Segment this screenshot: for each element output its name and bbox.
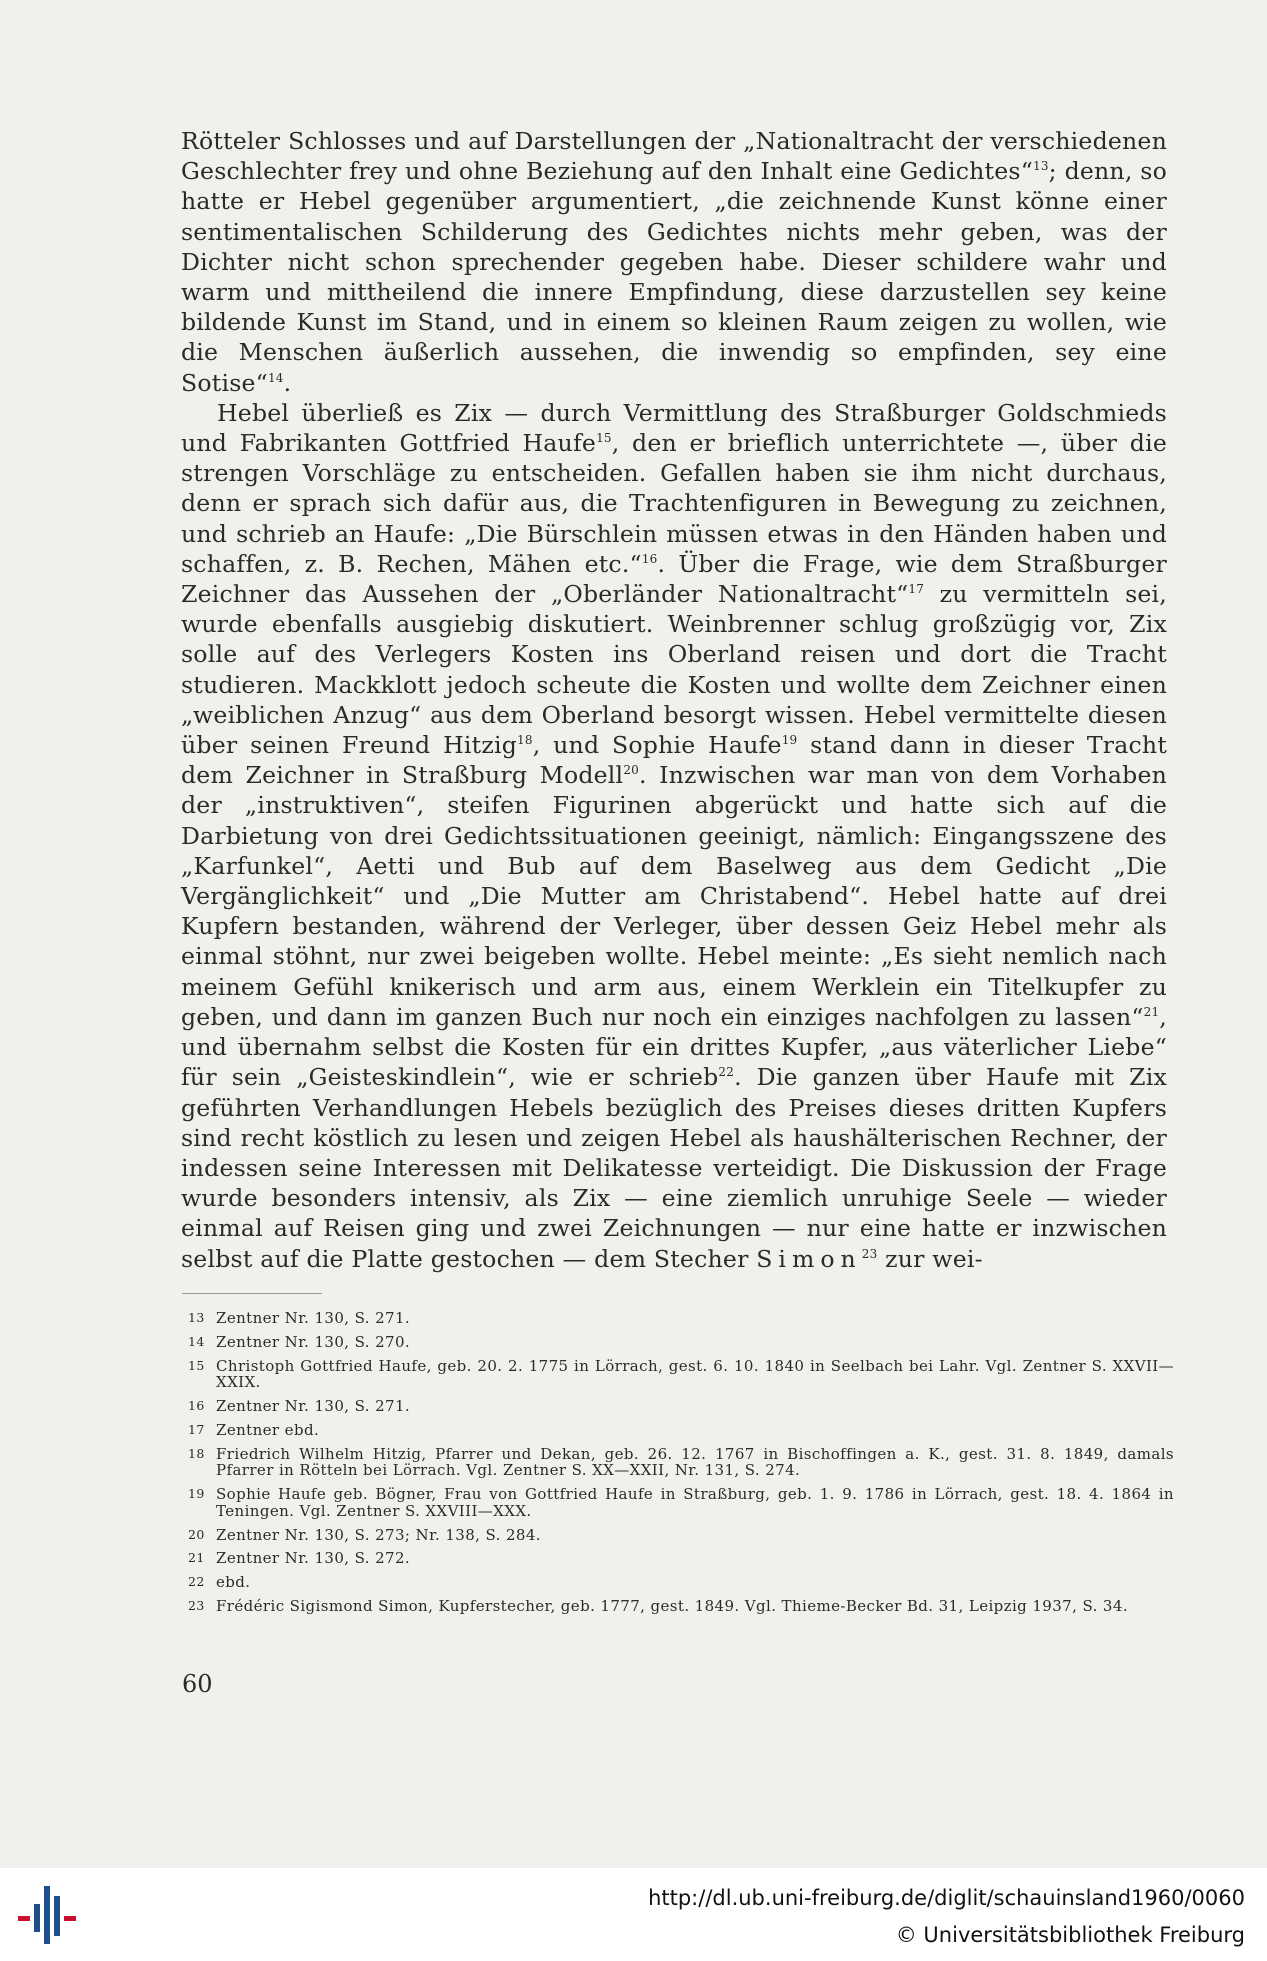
footnote <box>182 1334 1174 1350</box>
footnote-text: Zentner ebd. <box>216 1421 320 1440</box>
footnote-ref-23: 23 <box>861 1246 878 1261</box>
footnote <box>182 1446 1174 1479</box>
footnote-number: 19 <box>188 1486 205 1502</box>
paragraph-1: Rötteler Schlosses und auf Darstellungen der „Nationaltracht der verschiedenen Geschlechter frey und ohne Beziehung auf den Inhalt eine Gedichtes“$^{13}$; denn, so hatte er Hebel gegenüber argumentiert, „die zeichnende Kunst könne einer sentimentalischen Schilderung des Gedichtes nichts mehr geben, was der Dichter nicht schon sprechender gegeben habe. Dieser schildere wahr und warm und mittheilend die innere Empfindung, diese darzustellen sey keine bildende Kunst im Stand, und in einem so kleinen Raum zeigen zu wollen, wie die Menschen äußerlich aussehen, die inwendig so empfinden, sey eine Sotise“$^{14}$. <box>181 127 1168 397</box>
footnote-number: 13 <box>188 1310 205 1325</box>
footnote-ref-18: 18 <box>517 733 533 748</box>
footnote-number: 15 <box>188 1357 205 1373</box>
footnote <box>182 1358 1174 1391</box>
footnote-text: Zentner Nr. 130, S. 270. <box>216 1332 411 1351</box>
body-text <box>181 126 1167 1274</box>
footnote-text: Zentner Nr. 130, S. 273; Nr. 138, S. 284. <box>216 1525 541 1544</box>
footnote-number: 23 <box>188 1598 205 1614</box>
footnotes <box>182 1310 1174 1622</box>
footnote-number: 18 <box>188 1445 205 1461</box>
library-footer <box>0 1868 1267 1961</box>
footnote-text: Zentner Nr. 130, S. 271. <box>216 1309 411 1327</box>
source-url-link[interactable]: http://dl.ub.uni-freiburg.de/diglit/schauinsland1960/0060 <box>648 1886 1245 1910</box>
footnote-ref-16: 16 <box>641 551 658 566</box>
footnote-number: 17 <box>188 1422 205 1438</box>
footnote <box>182 1398 1174 1414</box>
footnote-number: 21 <box>188 1550 205 1566</box>
footnote <box>182 1574 1174 1590</box>
footnote-number: 16 <box>188 1398 205 1414</box>
footnote <box>182 1486 1174 1519</box>
footnote-text: ebd. <box>216 1573 251 1592</box>
footnote-text: Frédéric Sigismond Simon, Kupferstecher, geb. 1777, gest. 1849. Vgl. Thieme-Becker Bd. 31, Leipzig 1937, S. 34. <box>216 1597 1128 1616</box>
footnote-ref-17: 17 <box>908 582 925 597</box>
footnote <box>182 1550 1174 1566</box>
footnote-ref-15: 15 <box>596 431 612 446</box>
footnote-ref-13: 13 <box>1032 159 1049 174</box>
ub-freiburg-logo-icon <box>14 1882 84 1948</box>
footnote-text: Zentner Nr. 130, S. 272. <box>216 1549 411 1568</box>
footnote-text: Zentner Nr. 130, S. 271. <box>216 1397 411 1416</box>
footnote-ref-19: 19 <box>781 733 798 748</box>
footnote-number: 20 <box>188 1526 205 1542</box>
footnote <box>182 1422 1174 1438</box>
footnote-ref-20: 20 <box>623 763 639 778</box>
spaced-name: Simon <box>756 1244 862 1273</box>
copyright-notice: © Universitätsbibliothek Freiburg <box>895 1923 1245 1947</box>
footnote-number: 14 <box>188 1333 205 1349</box>
footnote <box>182 1527 1174 1543</box>
page-number: 60 <box>182 1670 213 1698</box>
paragraph-2: Hebel überließ es Zix — durch Vermittlung des Straßburger Goldschmieds und Fabrikanten Gottfried Haufe$^{15}$, den er brieflich unterrichtete —, über die strengen Vorschläge zu entscheiden. Gefallen haben sie ihm nicht durchaus, denn er sprach sich dafür aus, die Trachtenfiguren in Bewegung zu zeichnen, und schrieb an Haufe: „Die Bürschlein müssen etwas in den Händen haben und schaffen, z. B. Rechen, Mähen etc.“$^{16}$. Über die Frage, wie dem Straßburger Zeichner das Aussehen der „Oberländer Nationaltracht“$^{17}$ zu vermitteln sei, wurde ebenfalls ausgiebig diskutiert. Weinbrenner schlug großzügig vor, Zix solle auf des Verlegers Kosten ins Oberland reisen und dort die Tracht studieren. Mackklott jedoch scheute die Kosten und wollte dem Zeichner einen „weiblichen Anzug“ aus dem Oberland besorgt wissen. Hebel vermittelte diesen über seinen Freund Hitzig$^{18}$, und Sophie Haufe$^{19}$ stand dann in dieser Tracht dem Zeichner in Straßburg Modell$^{20}$. Inzwischen war man von dem Vorhaben der „instruktiven“, steifen Figurinen abgerückt und hatte sich auf die Darbietung von drei Gedichtssituationen geeinigt, nämlich: Eingangsszene des „Karfunkel“, Aetti und Bub auf dem Baselweg aus dem Gedicht „Die Vergänglichkeit“ und „Die Mutter am Christabend“. Hebel hatte auf drei Kupfern bestanden, während der Verleger, über dessen Geiz Hebel mehr als einmal stöhnt, nur zwei beigeben wollte. Hebel meinte: „Es sieht nemlich nach meinem Gefühl knikerisch und arm aus, einem Werklein ein Titelkupfer zu geben, und dann im ganzen Buch nur noch ein einziges nachfolgen zu lassen“$^{21}$, und übernahm selbst die Kosten für ein drittes Kupfer, „aus väterlicher Liebe“ für sein „Geisteskindlein“, wie er schrieb$^{22}$. Die ganzen über Haufe mit Zix geführten Verhandlungen Hebels bezüglich des Preises dieses dritten Kupfers sind recht köstlich zu lesen und zeigen Hebel als haushälterischen Rechner, der indessen seine Interessen mit Delikatesse verteidigt. Die Diskussion der Frage wurde besonders intensiv, als Zix — eine ziemlich unruhige Seele — wieder einmal auf Reisen ging und zwei Zeichnungen — nur eine hatte er inzwischen selbst auf die Platte gestochen — dem Stecher Simon$^{23}$ zur wei- <box>181 398 1168 1273</box>
footnote-ref-14: 14 <box>267 370 284 385</box>
footnote <box>182 1310 1174 1326</box>
footnote <box>182 1598 1174 1614</box>
footnote-text: Christoph Gottfried Haufe, geb. 20. 2. 1775 in Lörrach, gest. 6. 10. 1840 in Seelbach bei Lahr. Vgl. Zentner S. XXVII—XXIX. <box>216 1356 1174 1392</box>
footnote-number: 22 <box>188 1574 205 1590</box>
footnote-ref-21: 21 <box>1143 1004 1160 1019</box>
footnote-text: Sophie Haufe geb. Bögner, Frau von Gottfried Haufe in Straßburg, geb. 1. 9. 1786 in Lörrach, gest. 18. 4. 1864 in Teningen. Vgl. Zentner S. XXVIII—XXX. <box>216 1485 1174 1520</box>
footnote-text: Friedrich Wilhelm Hitzig, Pfarrer und Dekan, geb. 26. 12. 1767 in Bischoffingen a. K., gest. 31. 8. 1849, damals Pfarrer in Rötteln bei Lörrach. Vgl. Zentner S. XX—XXII, Nr. 131, S. 274. <box>216 1444 1174 1480</box>
footnote-ref-22: 22 <box>718 1065 735 1080</box>
footnote-divider <box>182 1293 322 1294</box>
